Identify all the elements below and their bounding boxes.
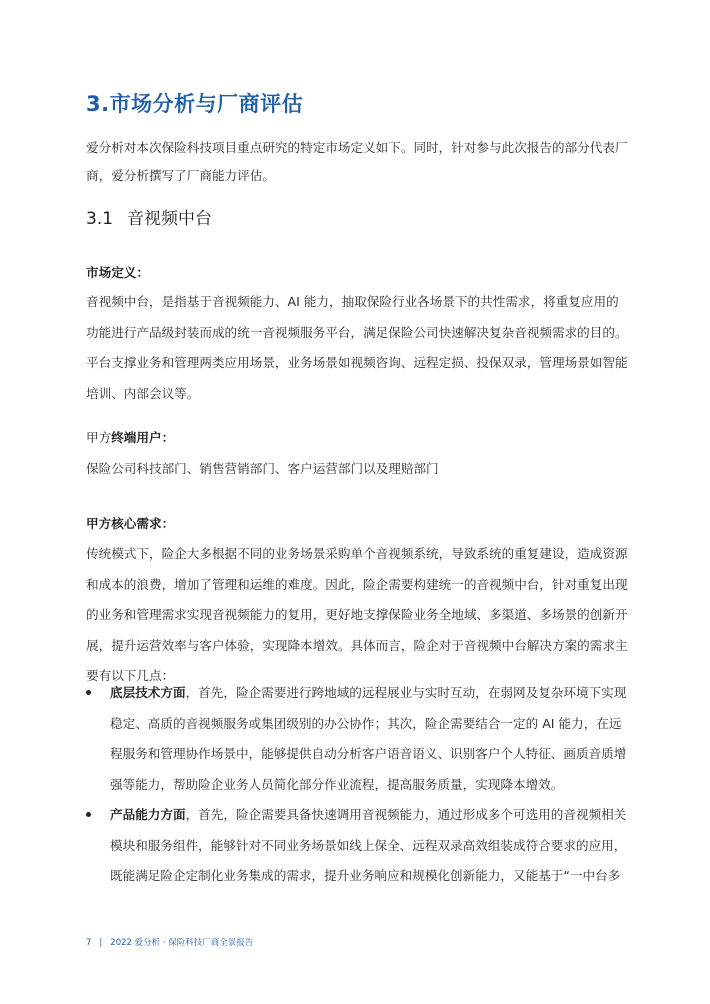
bullet-dot-icon xyxy=(86,690,91,695)
section-title: 3.市场分析与厂商评估 xyxy=(86,92,304,116)
bullet-body: ，首先，险企需要具备快速调用音视频能力，通过形成多个可选用的音视频相关模块和服务组件，能够针对不同业务场景如线上保全、远程双录高效组装成符合要求的应用，既能满足险企定制化业务集成的需求，提升业务响应和规模化创新能力，又能基于“一中台多 xyxy=(110,807,627,883)
end-users-label-bold: 终端用户： xyxy=(111,430,175,445)
bullet-item-tech xyxy=(86,678,631,800)
end-users-label-prefix: 甲方 xyxy=(86,430,112,445)
end-users-text: 保险公司科技部门、销售营销部门、客户运营部门以及理赔部门 xyxy=(86,461,439,476)
page-footer xyxy=(86,936,253,948)
market-definition-label: 市场定义： xyxy=(86,265,149,280)
bullet-body: ，首先，险企需要进行跨地域的远程展业与实时互动，在弱网及复杂环境下实现稳定、高质的音视频服务或集团级别的办公协作；其次，险企需要结合一定的 AI 能力，在远程服务和管理协作场景中，能够提供自动分析客户语音语义、识别客户个人特征、画质音质增强等能力，帮助险企业务人员简化部分作业流程，提高服务质量，实现降本增效。 xyxy=(110,685,627,792)
section-intro: 爱分析对本次保险科技项目重点研究的特定市场定义如下。同时，针对参与此次报告的部分代表厂商，爱分析撰写了厂商能力评估。 xyxy=(86,140,628,183)
footer-separator: | xyxy=(99,938,103,948)
core-needs-label: 甲方核心需求： xyxy=(86,516,175,531)
footer-text: 2022 爱分析 · 保险科技厂商全景报告 xyxy=(110,938,254,948)
page-number: 7 xyxy=(86,938,92,948)
bullet-heading: 产品能力方面 xyxy=(110,807,186,822)
bullet-text xyxy=(110,678,631,800)
bullet-heading: 底层技术方面 xyxy=(110,685,186,700)
core-needs-text: 传统模式下，险企大多根据不同的业务场景采购单个音视频系统，导致系统的重复建设，造成资源和成本的浪费，增加了管理和运维的难度。因此，险企需要构建统一的音视频中台，针对重复出现的业务和管理需求实现音视频能力的复用，更好地支撑保险业务全地域、多渠道、多场景的创新开展，提升运营效率与客户体验，实现降本增效。具体而言，险企对于音视频中台解决方案的需求主要有以下几点： xyxy=(86,546,628,683)
bullet-item-product xyxy=(86,800,631,892)
bullet-dot-icon xyxy=(86,812,91,817)
subsection-title: 音视频中台 xyxy=(127,209,213,229)
subsection-heading xyxy=(86,204,212,229)
subsection-number: 3.1 xyxy=(86,209,114,229)
bullet-text xyxy=(110,800,631,892)
end-users-label xyxy=(86,427,174,446)
market-definition-text: 音视频中台，是指基于音视频能力、AI 能力，抽取保险行业各场景下的共性需求，将重复应用的功能进行产品级封装而成的统一音视频服务平台，满足保险公司快速解决复杂音视频需求的目的。平台支撑业务和管理两类应用场景，业务场景如视频咨询、远程定损、投保双录，管理场景如智能培训、内部会议等。 xyxy=(86,294,628,401)
